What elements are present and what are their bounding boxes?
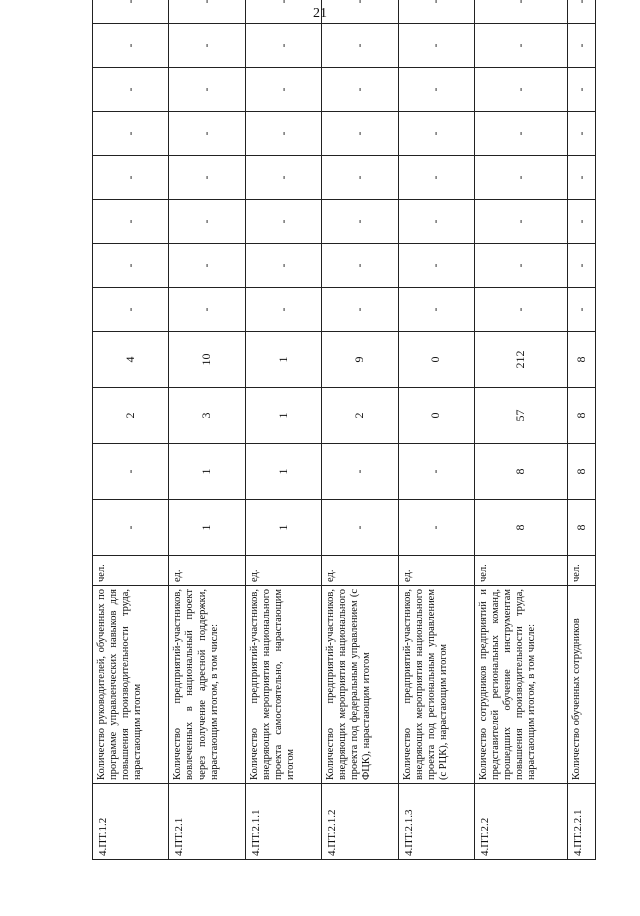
indicator-value: - <box>398 288 474 332</box>
indicator-value: - <box>245 244 321 288</box>
indicator-value: - <box>568 200 596 244</box>
indicator-unit: ед. <box>322 556 398 586</box>
indicator-value: - <box>322 156 398 200</box>
indicators-table <box>92 0 596 860</box>
indicator-value: - <box>398 200 474 244</box>
indicator-code: 4.ПТ.2.1.1 <box>245 784 321 860</box>
indicator-value: - <box>93 112 169 156</box>
indicator-name: Количество сотрудников предприятий и представителей региональных команд, прошедших обучение инструментам повышения производительности труда, нарастающим итогом, в том числе: <box>474 586 567 784</box>
indicator-value: 8 <box>568 444 596 500</box>
indicator-value: - <box>398 24 474 68</box>
indicator-name: Количество руководителей, обученных по программе управленческих навыков для повышения производительности труда, нарастающим итогом <box>93 586 169 784</box>
indicator-value: - <box>245 156 321 200</box>
indicator-unit: ед. <box>245 556 321 586</box>
indicator-value: - <box>93 288 169 332</box>
indicator-value: - <box>245 68 321 112</box>
indicator-value: - <box>245 0 321 24</box>
indicator-value: 1 <box>245 388 321 444</box>
indicator-value: - <box>322 68 398 112</box>
indicator-value: - <box>93 500 169 556</box>
indicator-value: 9 <box>322 332 398 388</box>
table-row <box>568 0 596 860</box>
indicator-value: - <box>93 24 169 68</box>
indicator-value: 8 <box>568 500 596 556</box>
indicator-value: - <box>169 112 245 156</box>
indicator-value: - <box>568 24 596 68</box>
indicator-value: - <box>322 288 398 332</box>
indicator-value: - <box>474 244 567 288</box>
indicator-value: 212 <box>474 332 567 388</box>
indicator-value: 57 <box>474 388 567 444</box>
indicator-value: - <box>322 244 398 288</box>
indicator-value: - <box>169 288 245 332</box>
indicator-value: 1 <box>245 444 321 500</box>
indicator-value: - <box>398 0 474 24</box>
indicator-unit: чел. <box>93 556 169 586</box>
indicator-value: - <box>568 0 596 24</box>
indicator-code: 4.ПТ.1.2 <box>93 784 169 860</box>
indicator-value: 1 <box>245 500 321 556</box>
indicator-value: 1 <box>169 500 245 556</box>
indicator-value: 8 <box>568 388 596 444</box>
indicator-value: - <box>322 444 398 500</box>
indicator-value: - <box>568 156 596 200</box>
indicator-value: - <box>245 200 321 244</box>
indicator-name: Количество обученных сотрудников <box>568 586 596 784</box>
page-number: 21 <box>313 6 327 21</box>
indicator-value: - <box>169 244 245 288</box>
indicator-unit: ед. <box>169 556 245 586</box>
indicator-value: - <box>474 24 567 68</box>
indicator-value: 1 <box>245 332 321 388</box>
table-body <box>93 0 596 860</box>
indicator-value: - <box>322 200 398 244</box>
indicator-code: 4.ПТ.2.2 <box>474 784 567 860</box>
indicator-value: - <box>322 112 398 156</box>
indicator-value: - <box>568 288 596 332</box>
indicator-value: - <box>322 0 398 24</box>
indicator-value: 10 <box>169 332 245 388</box>
table-row <box>398 0 474 860</box>
indicator-unit: ед. <box>398 556 474 586</box>
indicator-value: - <box>568 68 596 112</box>
indicator-value: - <box>474 156 567 200</box>
table-row <box>245 0 321 860</box>
indicator-value: 2 <box>322 388 398 444</box>
indicator-value: - <box>568 244 596 288</box>
indicator-value: - <box>398 156 474 200</box>
indicator-name: Количество предприятий-участников, внедряющих мероприятия национального проекта под федеральным управлением (с ФЦК), нарастающим итогом <box>322 586 398 784</box>
indicator-value: - <box>169 0 245 24</box>
table-row <box>474 0 567 860</box>
indicator-unit: чел. <box>568 556 596 586</box>
indicator-unit: чел. <box>474 556 567 586</box>
indicator-value: 8 <box>568 332 596 388</box>
indicator-value: - <box>169 68 245 112</box>
table-row <box>93 0 169 860</box>
indicator-value: - <box>93 200 169 244</box>
indicator-name: Количество предприятий-участников, внедряющих мероприятия национального проекта под региональным управлением (с РЦК), нарастающим итогом <box>398 586 474 784</box>
indicator-value: 2 <box>93 388 169 444</box>
indicator-value: - <box>398 112 474 156</box>
indicator-value: - <box>322 500 398 556</box>
indicator-value: 0 <box>398 388 474 444</box>
indicator-value: - <box>93 244 169 288</box>
rotated-table-container <box>92 0 596 860</box>
indicator-value: - <box>245 112 321 156</box>
indicator-value: - <box>93 444 169 500</box>
indicator-value: 0 <box>398 332 474 388</box>
indicator-value: - <box>398 68 474 112</box>
table-row <box>169 0 245 860</box>
indicator-value: - <box>474 200 567 244</box>
indicator-value: 1 <box>169 444 245 500</box>
indicator-value: - <box>245 288 321 332</box>
indicator-value: - <box>568 112 596 156</box>
indicator-code: 4.ПТ.2.2.1 <box>568 784 596 860</box>
indicator-value: - <box>398 244 474 288</box>
indicator-code: 4.ПТ.2.1.2 <box>322 784 398 860</box>
indicator-code: 4.ПТ.2.1 <box>169 784 245 860</box>
indicator-value: 8 <box>474 444 567 500</box>
indicator-value: - <box>93 0 169 24</box>
indicator-value: - <box>245 24 321 68</box>
indicator-value: - <box>398 500 474 556</box>
indicator-value: - <box>93 68 169 112</box>
indicator-value: 8 <box>474 500 567 556</box>
indicator-name: Количество предприятий-участников, внедряющих мероприятия национального проекта самостоятельно, нарастающим итогом <box>245 586 321 784</box>
indicator-value: 4 <box>93 332 169 388</box>
indicator-code: 4.ПТ.2.1.3 <box>398 784 474 860</box>
indicator-value: - <box>93 156 169 200</box>
indicator-value: - <box>169 156 245 200</box>
indicator-value: - <box>169 200 245 244</box>
indicator-value: - <box>474 68 567 112</box>
indicator-value: - <box>474 288 567 332</box>
indicator-name: Количество предприятий-участников, вовлеченных в национальный проект через получение адресной поддержки, нарастающим итогом, в том числе: <box>169 586 245 784</box>
indicator-value: - <box>169 24 245 68</box>
indicator-value: - <box>474 0 567 24</box>
indicator-value: - <box>322 24 398 68</box>
table-row <box>322 0 398 860</box>
indicator-value: - <box>398 444 474 500</box>
indicator-value: - <box>474 112 567 156</box>
indicator-value: 3 <box>169 388 245 444</box>
